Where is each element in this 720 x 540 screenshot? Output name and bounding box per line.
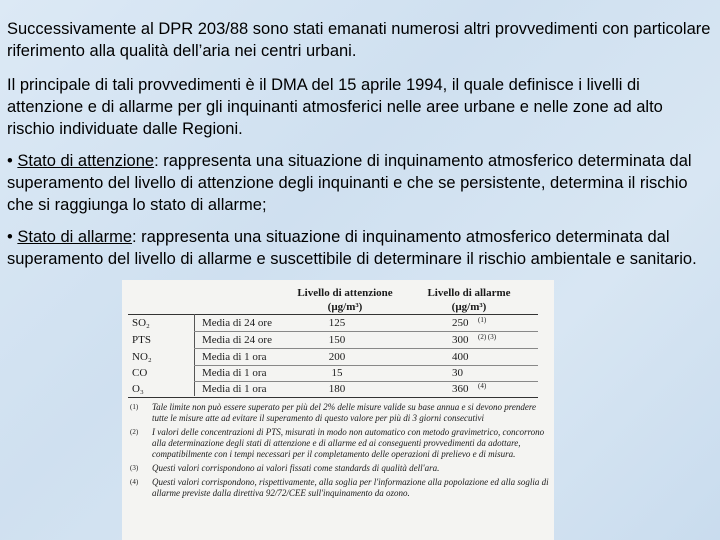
pollutant-cell: CO bbox=[132, 367, 148, 379]
bullet-stato-attenzione bbox=[7, 150, 713, 216]
allarme-cell: 360 bbox=[452, 383, 469, 395]
footnote-text: Tale limite non può essere superato per più del 2% delle misure valide su base annua e si devono prendere tutte le misure atte ad evitare il superamento di questo valore per più di 3 giorni consecutivi bbox=[152, 402, 537, 423]
period-cell: Media di 24 ore bbox=[202, 334, 272, 346]
period-cell: Media di 1 ora bbox=[202, 367, 267, 379]
attenzione-cell: 15 bbox=[331, 367, 343, 379]
attenzione-cell: 125 bbox=[328, 317, 346, 329]
allarme-cell: 300 bbox=[452, 334, 469, 346]
period-cell: Media di 1 ora bbox=[202, 351, 267, 363]
attenzione-cell: 150 bbox=[328, 334, 346, 346]
pollutant-cell: PTS bbox=[132, 334, 151, 346]
footnote-text: I valori delle concentrazioni di PTS, misurati in modo non automatico con metodo gravimetrico, concorrono alla determinazione degli stati di attenzione e di allarme ed ai conseguenti provvedimenti da adottare, compatibilmente con i tempi necessari per il completamento delle operazioni di prelievo e di misura. bbox=[152, 427, 545, 459]
footnote bbox=[130, 463, 550, 474]
bullet-marker: • bbox=[7, 152, 13, 170]
allarme-cell: 250 bbox=[452, 317, 469, 329]
footnote-mark: (4) bbox=[130, 478, 139, 486]
dma-paragraph: Il principale di tali provvedimenti è il DMA del 15 aprile 1994, il quale definisce i livelli di attenzione e di allarme per gli inquinanti atmosferici nelle aree urbane e nelle zone ad alto rischio individuate dalle Regioni. bbox=[7, 76, 663, 138]
period-cell: Media di 1 ora bbox=[202, 383, 267, 395]
bullet-stato-allarme bbox=[7, 226, 713, 270]
header-livello-allarme bbox=[418, 286, 520, 314]
header-attenzione-unit: (µg/m³) bbox=[327, 301, 363, 313]
header-allarme-label: Livello di allarme bbox=[427, 287, 511, 299]
definition-stato-allarme: : rappresenta una situazione di inquinamento atmosferico determinata dal superamento del livello di allarme e suscettibile di determinare il rischio ambientale e sanitario. bbox=[7, 228, 697, 268]
table-footnotes bbox=[130, 402, 550, 502]
bullet-marker: • bbox=[7, 228, 13, 246]
table-row bbox=[122, 332, 554, 348]
period-cell: Media di 24 ore bbox=[202, 317, 272, 329]
note-ref: (4) bbox=[478, 382, 487, 390]
pollutant-cell: O₃ bbox=[132, 383, 144, 395]
attenzione-cell: 200 bbox=[328, 351, 346, 363]
footnote-text: Questi valori corrispondono, rispettivamente, alla soglia per l'informazione alla popolazione ed alla soglia di allarme previste dalla direttiva 92/72/CEE sull'inquinamento da ozono. bbox=[152, 477, 549, 498]
note-ref: (1) bbox=[478, 316, 487, 324]
intro-paragraph: Successivamente al DPR 203/88 sono stati emanati numerosi altri provvedimenti con particolare riferimento alla qualità dell’aria nei centri urbani. bbox=[7, 20, 711, 60]
table-row bbox=[122, 381, 554, 397]
table-row bbox=[122, 365, 554, 381]
definition-stato-attenzione: : rappresenta una situazione di inquinamento atmosferico determinata dal superamento del livello di attenzione degli inquinanti e che se persistente, determina il rischio che si raggiunga lo stato di allarme; bbox=[7, 152, 692, 214]
allarme-cell: 400 bbox=[452, 351, 469, 363]
footnote-mark: (1) bbox=[130, 403, 139, 411]
attenzione-cell: 180 bbox=[328, 383, 346, 395]
footnote-mark: (3) bbox=[130, 464, 139, 472]
term-stato-allarme: Stato di allarme bbox=[17, 228, 133, 246]
footnote bbox=[130, 402, 550, 424]
table-bottom-rule bbox=[128, 397, 538, 398]
footnote bbox=[130, 477, 550, 499]
table-row bbox=[122, 349, 554, 365]
note-ref: (2) (3) bbox=[478, 333, 497, 341]
pollutant-cell: SO₂ bbox=[132, 317, 150, 329]
footnote-mark: (2) bbox=[130, 428, 139, 436]
footnote-text: Questi valori corrispondono ai valori fissati come standards di qualità dell'ara. bbox=[152, 463, 440, 473]
pollutant-cell: NO₂ bbox=[132, 351, 152, 363]
allarme-cell: 30 bbox=[452, 367, 463, 379]
header-allarme-unit: (µg/m³) bbox=[451, 301, 487, 313]
header-livello-attenzione bbox=[282, 286, 408, 314]
scanned-limits-table bbox=[122, 280, 554, 540]
footnote bbox=[130, 427, 550, 460]
term-stato-attenzione: Stato di attenzione bbox=[17, 152, 155, 170]
header-attenzione-label: Livello di attenzione bbox=[297, 287, 393, 299]
